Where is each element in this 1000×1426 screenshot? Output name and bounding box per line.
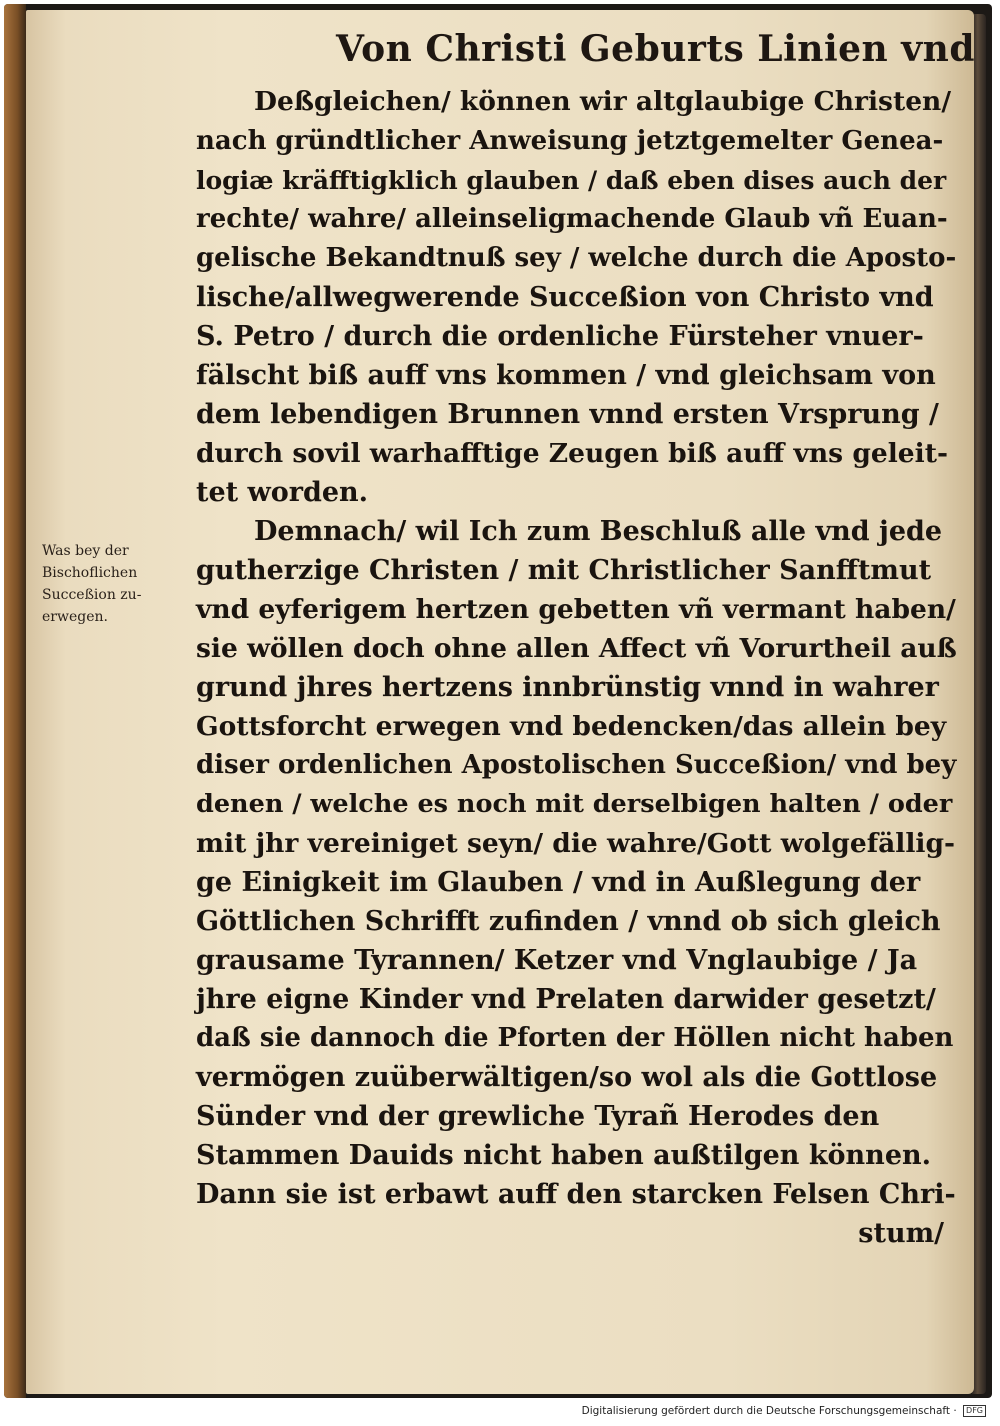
text-line: nach gründtlicher Anweisung jetztgemelter Genea- <box>196 126 944 156</box>
text-line: Stammen Dauids nicht haben außtilgen können. <box>196 1140 932 1171</box>
margin-note-line: erwegen. <box>42 609 108 625</box>
text-line: gelische Bekandtnuß sey / welche durch die Aposto- <box>196 243 957 273</box>
margin-note-line: Bischoflichen <box>42 565 138 581</box>
text-line: mit jhr vereiniget seyn/ die wahre/Gott wolgefällig- <box>196 828 955 859</box>
text-line: grausame Tyrannen/ Ketzer vnd Vnglaubige / Ja <box>196 945 918 976</box>
dfg-logo: DFG <box>963 1405 986 1417</box>
text-line: lische/allwegwerende Succeßion von Christo vnd <box>196 282 934 313</box>
margin-note-line: Succeßion zu- <box>42 587 142 603</box>
page-edge <box>972 14 986 1394</box>
text-line: S. Petro / durch die ordenliche Fürsteher vnuer- <box>196 321 924 352</box>
margin-note-line: Was bey der <box>42 543 129 559</box>
footer-text: Digitalisierung gefördert durch die Deutsche Forschungsgemeinschaft · <box>581 1405 957 1417</box>
text-line: stum/ <box>858 1218 944 1249</box>
text-line: Göttlichen Schrifft zufinden / vnnd ob sich gleich <box>196 906 941 937</box>
text-line: Demnach/ wil Ich zum Beschluß alle vnd jede <box>254 516 943 547</box>
margin-note <box>42 540 192 628</box>
text-line: Deßgleichen/ können wir altglaubige Christen/ <box>254 86 951 117</box>
text-line: dem lebendigen Brunnen vnnd ersten Vrsprung / <box>196 399 939 430</box>
text-line: fälscht biß auff vns kommen / vnd gleichsam von <box>196 360 936 391</box>
digitization-footer <box>582 1405 986 1417</box>
text-line: grund jhres hertzens innbrünstig vnnd in wahrer <box>196 672 939 703</box>
text-line: Sünder vnd der grewliche Tyrañ Herodes den <box>196 1101 880 1132</box>
running-header: Von Christi Geburts Linien vnd <box>336 28 976 70</box>
text-line: Gottsforcht erwegen vnd bedencken/das allein bey <box>196 711 947 742</box>
text-line: gutherzige Christen / mit Christlicher Sanfftmut <box>196 555 932 586</box>
text-line: vnd eyferigem hertzen gebetten vñ vermant haben/ <box>196 594 956 625</box>
text-line: durch sovil warhafftige Zeugen biß auff vns geleit- <box>196 438 948 469</box>
text-line: denen / welche es noch mit derselbigen halten / oder <box>196 789 953 819</box>
text-line: Dann sie ist erbawt auff den starcken Felsen Chri- <box>196 1179 956 1210</box>
text-line: diser ordenlichen Apostolischen Succeßion/ vnd bey <box>196 750 957 780</box>
text-line: sie wöllen doch ohne allen Affect vñ Vorurtheil auß <box>196 633 957 664</box>
text-line: logiæ kräfftigklich glauben / daß eben dises auch der <box>196 166 947 195</box>
body-text <box>196 82 956 1253</box>
text-line: daß sie dannoch die Pforten der Höllen nicht haben <box>196 1023 954 1053</box>
text-line: rechte/ wahre/ alleinseligmachende Glaub vñ Euan- <box>196 204 948 234</box>
text-line: vermögen zuüberwältigen/so wol als die Gottlose <box>196 1062 938 1093</box>
text-line: tet worden. <box>196 477 369 508</box>
text-line: ge Einigkeit im Glauben / vnd in Außlegung der <box>196 867 921 898</box>
book-cover-edge <box>4 4 26 1398</box>
text-line: jhre eigne Kinder vnd Prelaten darwider gesetzt/ <box>196 984 936 1015</box>
